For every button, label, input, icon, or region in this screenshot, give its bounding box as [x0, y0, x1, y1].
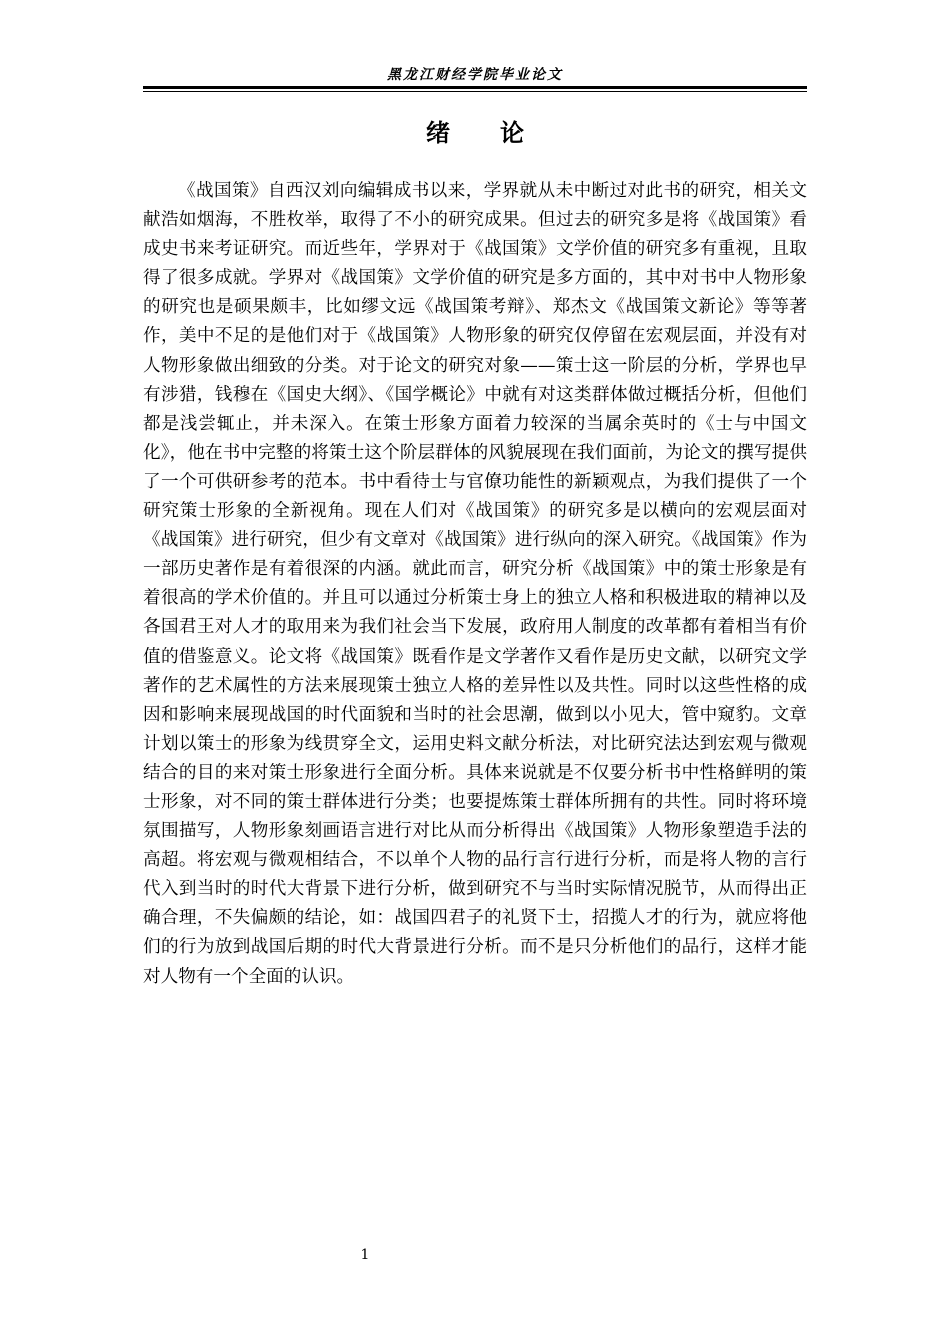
header-rule-thin — [143, 91, 807, 92]
page-number: 1 — [360, 1247, 370, 1263]
section-title: 绪论 — [426, 119, 574, 147]
body-paragraph: 《战国策》自西汉刘向编辑成书以来，学界就从未中断过对此书的研究，相关文献浩如烟海，不胜枚举，取得了不小的研究成果。但过去的研究多是将《战国策》看成史书来考证研究。而近些年，学界对于《战国策》文学价值的研究多有重视，且取得了很多成就。学界对《战国策》文学价值的研究是多方面的，其中对书中人物形象的研究也是硕果颇丰，比如缪文远《战国策考辩》、郑杰文《战国策文新论》等等著作，美中不足的是他们对于《战国策》人物形象的研究仅停留在宏观层面，并没有对人物形象做出细致的分类。对于论文的研究对象——策士这一阶层的分析，学界也早有涉猎，钱穆在《国史大纲》、《国学概论》中就有对这类群体做过概括分析，但他们都是浅尝辄止，并未深入。在策士形象方面着力较深的当属余英时的《士与中国文化》，他在书中完整的将策士这个阶层群体的风貌展现在我们面前，为论文的撰写提供了一个可供研参考的范本。书中看待士与官僚功能性的新颖观点，为我们提供了一个研究策士形象的全新视角。现在人们对《战国策》的研究多是以横向的宏观层面对《战国策》进行研究，但少有文章对《战国策》进行纵向的深入研究。《战国策》作为一部历史著作是有着很深的内涵。就此而言，研究分析《战国策》中的策士形象是有着很高的学术价值的。并且可以通过分析策士身上的独立人格和积极进取的精神以及各国君王对人才的取用来为我们社会当下发展，政府用人制度的改革都有着相当有价值的借鉴意义。论文将《战国策》既看作是文学著作又看作是历史文献，以研究文学著作的艺术属性的方法来展现策士独立人格的差异性以及共性。同时以这些性格的成因和影响来展现战国的时代面貌和当时的社会思潮，做到以小见大，管中窥豹。文章计划以策士的形象为线贯穿全文，运用史料文献分析法，对比研究法达到宏观与微观结合的目的来对策士形象进行全面分析。具体来说就是不仅要分析书中性格鲜明的策士形象，对不同的策士群体进行分类；也要提炼策士群体所拥有的共性。同时将环境氛围描写，人物形象刻画语言进行对比从而分析得出《战国策》人物形象塑造手法的高超。将宏观与微观相结合，不以单个人物的品行言行进行分析，而是将人物的言行代入到当时的时代大背景下进行分析，做到研究不与当时实际情况脱节，从而得出正确合理，不失偏颇的结论，如：战国四君子的礼贤下士，招揽人才的行为，就应将他们的行为放到战国后期的时代大背景进行分析。而不是只分析他们的品行，这样才能对人物有一个全面的认识。 — [143, 181, 807, 987]
header-rule-thick — [143, 86, 807, 89]
running-header: 黑龙江财经学院毕业论文 — [387, 67, 563, 83]
